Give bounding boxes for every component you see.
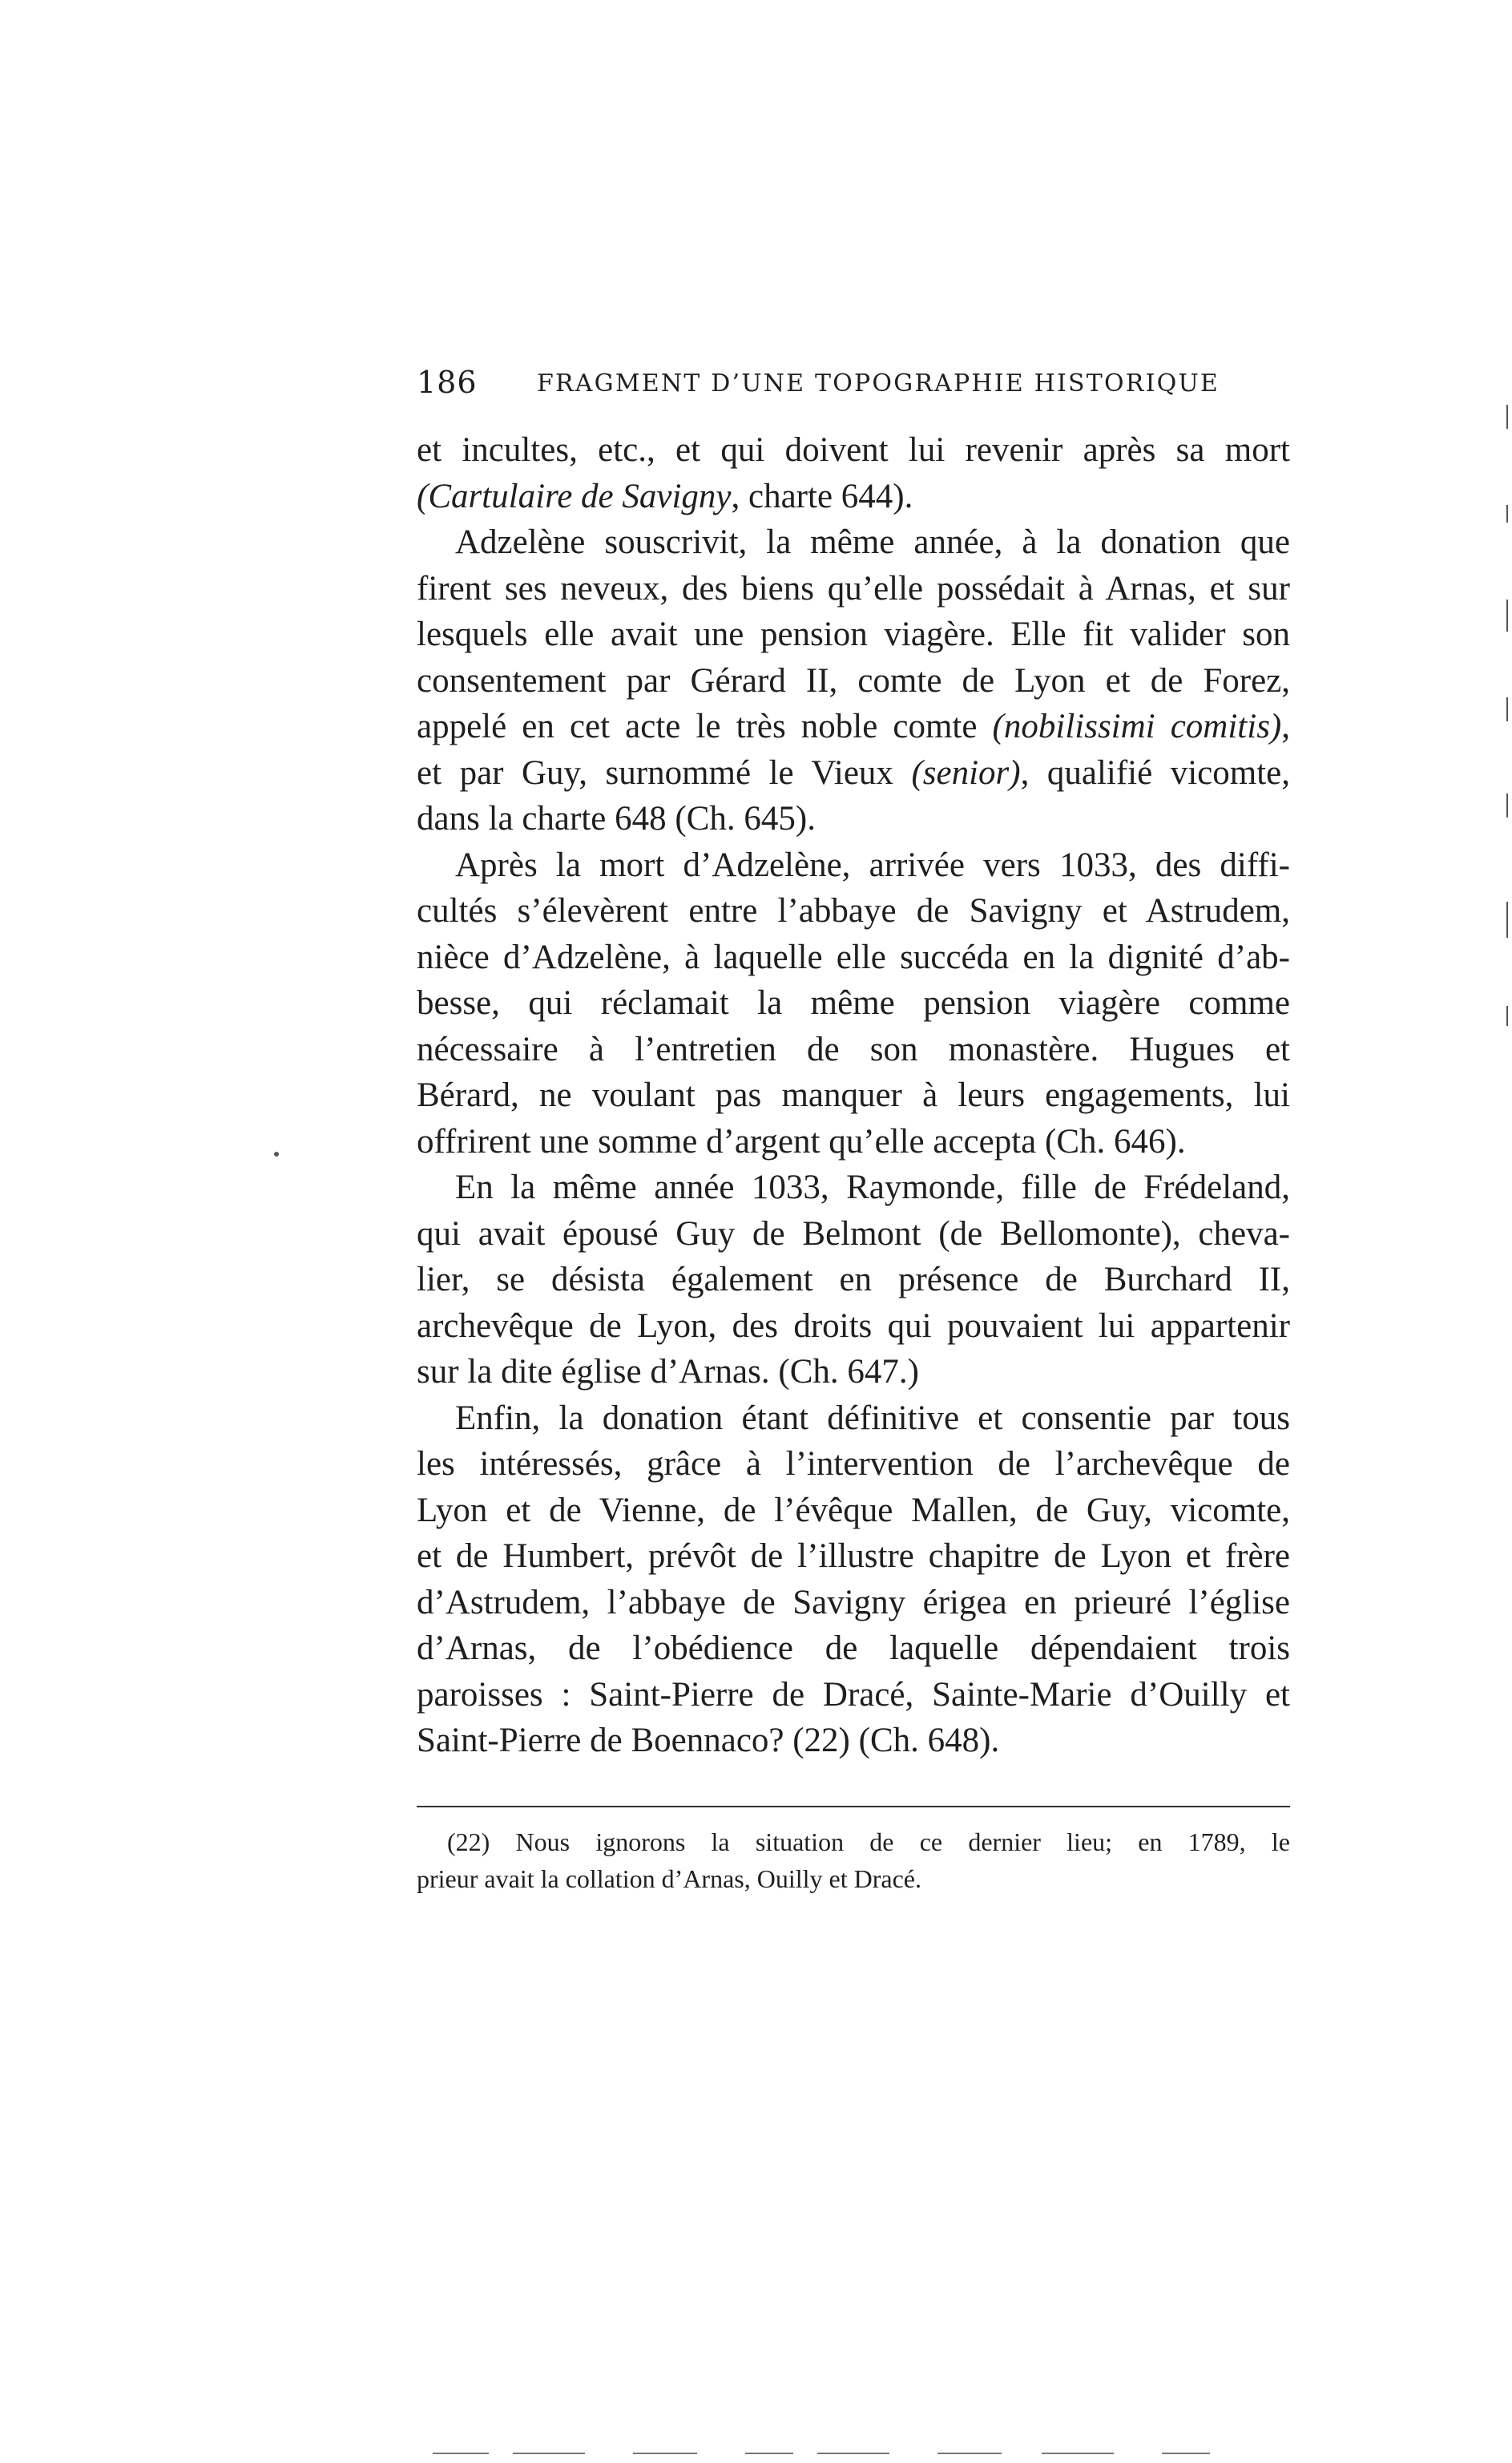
text-line: Enfin, la donation étant définitive et consentie par tous [455,1399,1290,1437]
text-line: dans la charte 648 (Ch. 645). [417,800,816,838]
text-line: Lyon et de Vienne, de l’évêque Mallen, de Guy, vicomte, [417,1491,1290,1529]
text-line: nécessaire à l’entretien de son monastère. Hugues et [417,1030,1290,1068]
scan-artifact [1506,902,1508,938]
scan-artifact [1506,697,1508,721]
italic-title: (Cartulaire de Savigny [417,477,732,515]
scan-artifact [1506,405,1508,429]
text-line: qui avait épousé Guy de Belmont (de Bellomonte), cheva- [417,1214,1290,1253]
page-header [417,365,1290,413]
page-number: 186 [417,365,478,400]
scan-artifact [1162,2453,1210,2454]
text-line: appelé en cet acte le très noble comte (nobilissimi comitis), [417,708,1290,745]
text-line: lesquels elle avait une pension viagère. Elle fit valider son [417,616,1290,653]
text-line: archevêque de Lyon, des droits qui pouvaient lui appartenir [417,1306,1290,1345]
scan-artifact [1506,505,1508,523]
footnote-line: (22) Nous ignorons la situation de ce dernier lieu; en 1789, le [447,1827,1290,1856]
text-line: sur la dite église d’Arnas. (Ch. 647.) [417,1353,919,1391]
text-line: d’Arnas, de l’obédience de laquelle dépendaient trois [417,1629,1290,1667]
scan-artifact [1506,1006,1508,1026]
text-line: Bérard, ne voulant pas manquer à leurs engagements, lui [417,1076,1290,1114]
text-line: et de Humbert, prévôt de l’illustre chapitre de Lyon et frère [417,1537,1290,1575]
text-line: besse, qui réclamait la même pension viagère comme [417,984,1290,1022]
scan-artifact [433,2453,489,2454]
text-line: d’Astrudem, l’abbaye de Savigny érigea en prieuré l’église [417,1583,1290,1621]
footnote-line: prieur avait la collation d’Arnas, Ouilly et Dracé. [417,1864,921,1893]
text-line: offrirent une somme d’argent qu’elle accepta (Ch. 646). [417,1122,1186,1161]
scan-artifact [1506,793,1508,818]
main-text [417,427,1290,1764]
text-line: firent ses neveux, des biens qu’elle possédait à Arnas, et sur [417,569,1290,608]
text-line: lier, se désista également en présence de Burchard II, [417,1261,1290,1298]
text-line: En la même année 1033, Raymonde, fille de Frédeland, [455,1169,1290,1206]
text-line: paroisses : Saint-Pierre de Dracé, Sainte-Marie d’Ouilly et [417,1675,1290,1714]
text-line: et incultes, etc., et qui doivent lui revenir après sa mort [417,431,1290,469]
latin-word: (senior) [911,753,1021,792]
text-line: nièce d’Adzelène, à laquelle elle succéda en la dignité d’ab- [417,938,1290,976]
text-line: Saint-Pierre de Boennaco? (22) (Ch. 648). [417,1722,1000,1759]
text-line: Adzelène souscrivit, la même année, à la donation que [455,523,1290,561]
scan-artifact [633,2453,697,2454]
text-line: les intéressés, grâce à l’intervention de l’archevêque de [417,1445,1290,1483]
scan-artifact [1506,600,1508,632]
scan-artifact [937,2453,1002,2454]
latin-phrase: (nobilissimi comitis) [992,708,1282,745]
text-line: et par Guy, surnommé le Vieux (senior), qualifié vicomte, [417,753,1290,792]
scan-artifact [1042,2453,1114,2454]
text-line: consentement par Gérard II, comte de Lyon et de Forez, [417,661,1290,700]
scan-artifact [513,2453,585,2454]
text-line: cultés s’élevèrent entre l’abbaye de Savigny et Astrudem, [417,892,1290,930]
footnote-rule [417,1806,1290,1807]
running-title: FRAGMENT D’UNE TOPOGRAPHIE HISTORIQUE [537,369,1220,398]
text-line: (Cartulaire de Savigny, charte 644). [417,477,913,515]
text-line: Après la mort d’Adzelène, arrivée vers 1033, des diffi- [455,846,1290,884]
scan-artifact [745,2453,793,2454]
footnote [417,1823,1290,1897]
scan-artifact [817,2453,889,2454]
scan-artifact [274,1152,279,1157]
